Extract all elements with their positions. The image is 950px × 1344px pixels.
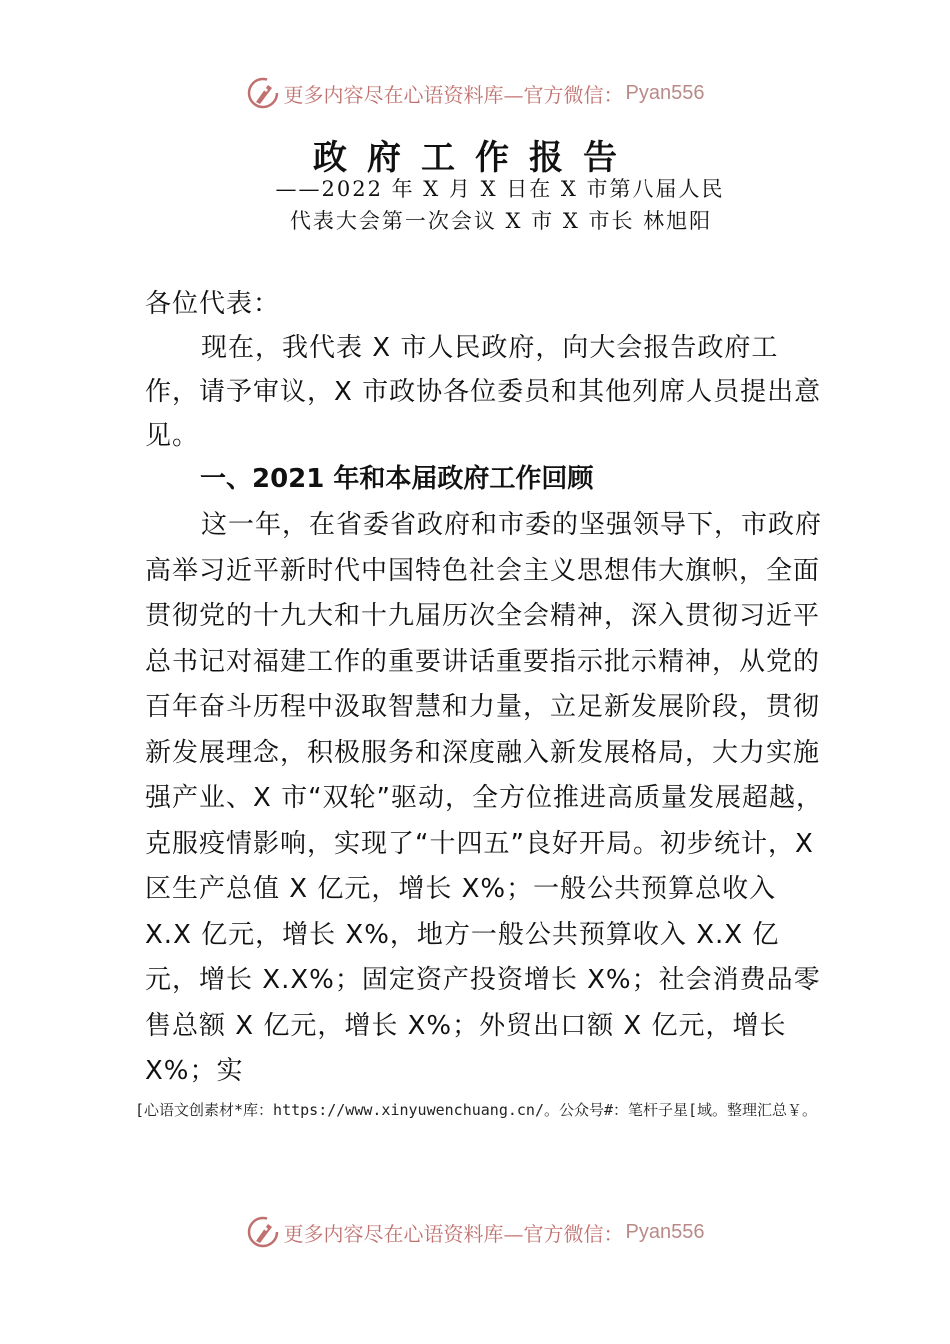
section-heading: 一、2021 年和本届政府工作回顾 bbox=[200, 464, 594, 494]
source-footnote: [心语文创素材*库：https://www.xinyuwenchuang.cn/。公众号#：笔杆子星[域。整理汇总￥。 bbox=[135, 1101, 818, 1119]
pen-nib-circle-icon bbox=[246, 76, 280, 110]
watermark-bottom bbox=[0, 1215, 950, 1249]
document-subtitle-line2: 代表大会第一次会议 X 市 X 市长 林旭阳 bbox=[289, 209, 713, 233]
watermark-text: 更多内容尽在心语资料库—官方微信： bbox=[283, 82, 624, 107]
document-title: 政府工作报告 bbox=[313, 138, 637, 178]
watermark-text: 更多内容尽在心语资料库—官方微信： bbox=[283, 1221, 624, 1246]
watermark-wechat-id: Pyan556 bbox=[625, 1220, 705, 1243]
watermark-top bbox=[0, 76, 950, 110]
watermark-wechat-id: Pyan556 bbox=[625, 81, 705, 104]
intro-paragraph: 现在，我代表 X 市人民政府，向大会报告政府工作，请予审议，X 市政协各位委员和其他列席人员提出意见。 bbox=[145, 333, 822, 451]
salutation: 各位代表： bbox=[145, 289, 281, 319]
pen-nib-circle-icon bbox=[246, 1215, 280, 1249]
document-subtitle-line1: ——2022 年 X 月 X 日在 X 市第八届人民 bbox=[275, 177, 725, 201]
review-paragraph: 这一年，在省委省政府和市委的坚强领导下，市政府高举习近平新时代中国特色社会主义思想伟大旗帜，全面贯彻党的十九大和十九届历次全会精神，深入贯彻习近平总书记对福建工作的重要讲话重要指示批示精神，从党的百年奋斗历程中汲取智慧和力量，立足新发展阶段，贯彻新发展理念，积极服务和深度融入新发展格局，大力实施强产业、X 市“双轮”驱动，全方位推进高质量发展超越，克服疫情影响，实现了“十四五”良好开局。初步统计，X 区生产总值 X 亿元，增长 X%；一般公共预算总收入 X.X 亿元，增长 X%，地方一般公共预算收入 X.X 亿元，增长 X.X%；固定资产投资增长 X%；社会消费品零售总额 X 亿元，增长 X%；外贸出口额 X 亿元，增长 X%；实 bbox=[145, 510, 824, 1086]
